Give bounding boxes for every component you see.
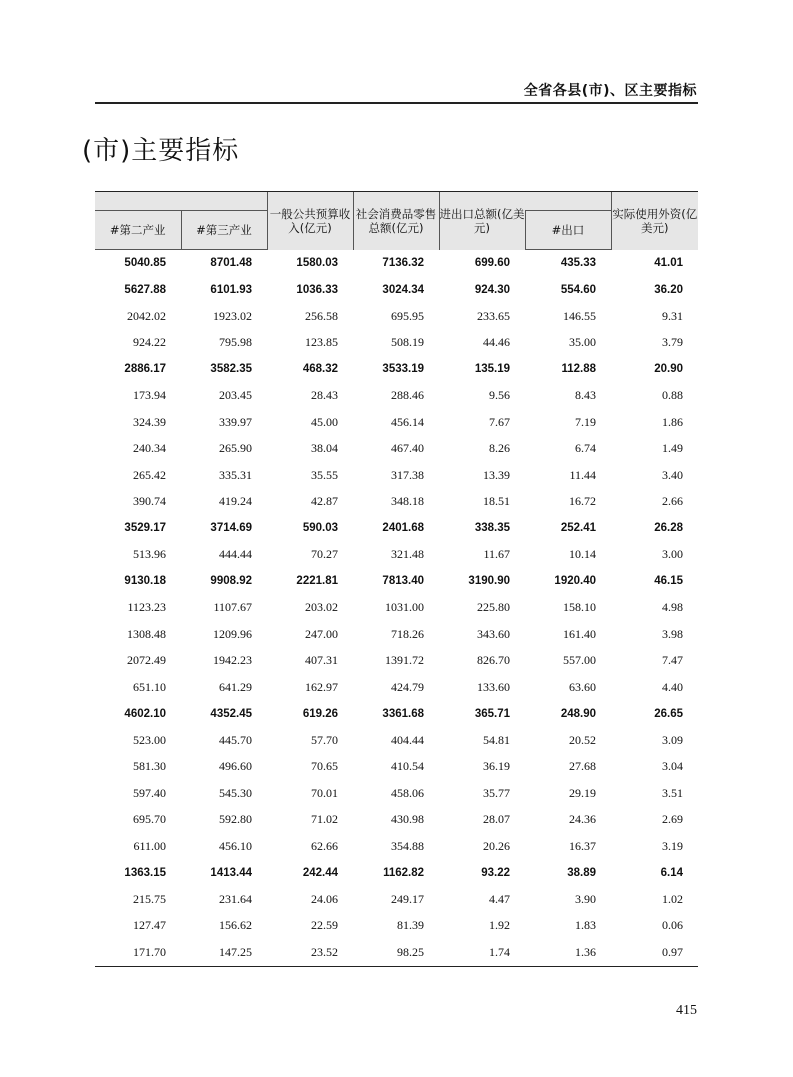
table-cell: 4352.45 [210, 707, 252, 720]
table-cell: 2221.81 [296, 575, 338, 588]
table-row [95, 568, 698, 595]
table-cell: 240.34 [133, 441, 166, 456]
table-cell: 161.40 [563, 626, 596, 641]
table-cell: 2.69 [662, 812, 683, 827]
table-cell: 9130.18 [124, 575, 166, 588]
table-row [95, 727, 698, 754]
table-cell: 0.06 [662, 918, 683, 933]
table-row [95, 701, 698, 728]
running-head-title: 全省各县(市)、区主要指标 [523, 83, 697, 99]
table-cell: 1.49 [662, 441, 683, 456]
table-cell: 3.40 [662, 467, 683, 482]
table-cell: 390.74 [133, 494, 166, 509]
header-fdi: 实际使用外资(亿美元) [611, 192, 698, 250]
table-row [95, 462, 698, 489]
table-cell: 523.00 [133, 732, 166, 747]
table-cell: 38.04 [311, 441, 338, 456]
table-cell: 46.15 [654, 575, 683, 588]
table-cell: 826.70 [477, 653, 510, 668]
table-cell: 641.29 [219, 679, 252, 694]
table-cell: 9.31 [662, 308, 683, 323]
table-cell: 335.31 [219, 467, 252, 482]
table-cell: 1.36 [525, 939, 611, 966]
table-cell: 225.80 [477, 600, 510, 615]
table-cell: 54.81 [483, 732, 510, 747]
table-cell: 435.33 [560, 257, 596, 270]
table-cell: 7.19 [575, 414, 596, 429]
table-row [95, 409, 698, 436]
table-cell: 2886.17 [124, 363, 166, 376]
table-cell: 249.17 [391, 891, 424, 906]
table-cell: 247.00 [305, 626, 338, 641]
table-cell: 7136.32 [382, 257, 424, 269]
table-cell: 508.19 [391, 335, 424, 350]
table-cell: 718.26 [391, 626, 424, 641]
table-cell: 70.27 [311, 547, 338, 562]
table-cell: 1.92 [489, 918, 510, 933]
table-cell: 430.98 [391, 812, 424, 827]
table-cell: 3.04 [662, 759, 683, 774]
table-cell: 45.00 [311, 414, 338, 429]
header-cell-empty [525, 192, 611, 211]
table-cell: 24.36 [569, 812, 596, 827]
table-cell: 171.70 [95, 939, 181, 966]
table-cell: 44.46 [483, 335, 510, 350]
table-cell: 203.45 [219, 388, 252, 403]
table-cell: 4602.10 [124, 707, 166, 720]
table-cell: 924.30 [474, 283, 510, 296]
table-cell: 27.68 [569, 759, 596, 774]
header-secondary-industry: #第二产业 [95, 211, 181, 250]
table-cell: 215.75 [133, 891, 166, 906]
table-cell: 5040.85 [124, 257, 166, 270]
table-cell: 11.44 [569, 467, 596, 482]
table-cell: 3024.34 [382, 283, 424, 296]
table-row [95, 542, 698, 569]
table-row [95, 860, 698, 887]
table-cell: 248.90 [560, 707, 596, 720]
table-cell: 619.26 [302, 707, 338, 720]
header-exports: #出口 [525, 211, 611, 250]
table-cell: 699.60 [474, 257, 510, 269]
table-cell: 16.37 [569, 838, 596, 853]
table-row [95, 330, 698, 357]
header-trade-total: 进出口总额(亿美元) [439, 192, 525, 250]
table-cell: 265.90 [219, 441, 252, 456]
table-cell: 5627.88 [124, 283, 166, 296]
table-cell: 1920.40 [554, 575, 596, 588]
table-cell: 1580.03 [296, 257, 338, 269]
table-cell: 4.40 [662, 679, 683, 694]
table-cell: 28.43 [311, 388, 338, 403]
table-cell: 1031.00 [385, 600, 424, 615]
table-row [95, 833, 698, 860]
table-cell: 3529.17 [124, 522, 166, 535]
table-row [95, 754, 698, 781]
table-cell: 1036.33 [296, 283, 338, 296]
table-cell: 0.88 [662, 388, 683, 403]
table-cell: 6.14 [660, 866, 683, 879]
table-cell: 1162.82 [383, 866, 424, 879]
table-cell: 2072.49 [127, 653, 166, 668]
table-cell: 38.89 [567, 866, 596, 879]
table-cell: 42.87 [311, 494, 338, 509]
table-row [95, 886, 698, 913]
table-cell: 0.97 [611, 939, 698, 966]
table-cell: 6.74 [575, 441, 596, 456]
table-row [95, 807, 698, 834]
table-cell: 3.51 [662, 785, 683, 800]
table-row [95, 913, 698, 940]
table-cell: 3.98 [662, 626, 683, 641]
table-cell: 26.65 [654, 707, 683, 720]
table-cell: 597.40 [133, 785, 166, 800]
table-row [95, 303, 698, 330]
table-cell: 252.41 [560, 522, 596, 535]
table-cell: 26.28 [654, 522, 683, 535]
table-cell: 3582.35 [210, 363, 252, 376]
table-cell: 156.62 [219, 918, 252, 933]
table-cell: 4.47 [489, 891, 510, 906]
table-cell: 1107.67 [213, 600, 252, 615]
table-cell: 16.72 [569, 494, 596, 509]
table-row [95, 515, 698, 542]
table-cell: 135.19 [474, 363, 510, 376]
table-cell: 557.00 [563, 653, 596, 668]
table-cell: 9.56 [489, 388, 510, 403]
table-cell: 354.88 [391, 838, 424, 853]
table-row [95, 436, 698, 463]
table-cell: 458.06 [391, 785, 424, 800]
table-cell: 795.98 [219, 335, 252, 350]
table-cell: 242.44 [302, 866, 338, 879]
table-cell: 70.01 [311, 785, 338, 800]
table-cell: 8.26 [489, 441, 510, 456]
table-cell: 651.10 [133, 679, 166, 694]
table-cell: 444.44 [219, 547, 252, 562]
table-cell: 63.60 [569, 679, 596, 694]
table-cell: 456.10 [219, 838, 252, 853]
table-header [95, 192, 698, 250]
table-row [95, 489, 698, 516]
table-cell: 7813.40 [382, 575, 424, 588]
table-cell: 924.22 [133, 335, 166, 350]
table-cell: 23.52 [267, 939, 353, 966]
table-cell: 3190.90 [468, 575, 510, 588]
page-number: 415 [676, 1003, 697, 1018]
table-cell: 2401.68 [382, 522, 424, 535]
page-title: (市)主要指标 [82, 136, 240, 166]
table-cell: 203.02 [305, 600, 338, 615]
table-cell: 590.03 [302, 522, 338, 535]
table-cell: 317.38 [391, 467, 424, 482]
table-cell: 695.95 [391, 308, 424, 323]
table-cell: 338.35 [474, 522, 510, 535]
table-cell: 133.60 [477, 679, 510, 694]
table-cell: 1.83 [575, 918, 596, 933]
table-cell: 1363.15 [124, 866, 166, 879]
table-cell: 365.71 [474, 707, 510, 720]
table-cell: 7.47 [662, 653, 683, 668]
header-cell-empty [95, 192, 181, 211]
table-cell: 1391.72 [385, 653, 424, 668]
table-cell: 611.00 [133, 838, 166, 853]
table-cell: 288.46 [391, 388, 424, 403]
header-retail-sales: 社会消费品零售总额(亿元) [353, 192, 439, 250]
table-cell: 496.60 [219, 759, 252, 774]
table-cell: 265.42 [133, 467, 166, 482]
table-cell: 343.60 [477, 626, 510, 641]
table-cell: 8.43 [575, 388, 596, 403]
table-cell: 407.31 [305, 653, 338, 668]
table-cell: 20.26 [483, 838, 510, 853]
table-cell: 256.58 [305, 308, 338, 323]
header-rule [95, 102, 698, 104]
table-cell: 4.98 [662, 600, 683, 615]
table-body [95, 250, 698, 967]
table-cell: 2042.02 [127, 308, 166, 323]
table-cell: 324.39 [133, 414, 166, 429]
table-cell: 13.39 [483, 467, 510, 482]
table-cell: 3361.68 [382, 707, 424, 720]
header-budget-revenue: 一般公共预算收入(亿元) [267, 192, 353, 250]
header-tertiary-industry: #第三产业 [181, 211, 267, 250]
table-cell: 348.18 [391, 494, 424, 509]
table-cell: 231.64 [219, 891, 252, 906]
table-cell: 1308.48 [127, 626, 166, 641]
table-cell: 98.25 [353, 939, 439, 966]
table-cell: 1923.02 [213, 308, 252, 323]
table-cell: 404.44 [391, 732, 424, 747]
table-cell: 424.79 [391, 679, 424, 694]
table-row [95, 621, 698, 648]
table-cell: 513.96 [133, 547, 166, 562]
table-cell: 6101.93 [210, 283, 252, 296]
table-cell: 70.65 [311, 759, 338, 774]
table-cell: 28.07 [483, 812, 510, 827]
indicators-table [95, 191, 698, 967]
table-cell: 9908.92 [210, 575, 252, 588]
table-cell: 36.20 [654, 283, 683, 296]
table-cell: 29.19 [569, 785, 596, 800]
table-row [95, 383, 698, 410]
table-cell: 1.74 [439, 939, 525, 966]
table-cell: 3533.19 [382, 363, 424, 376]
table-cell: 57.70 [311, 732, 338, 747]
table-row [95, 780, 698, 807]
table-cell: 1.02 [662, 891, 683, 906]
table-cell: 445.70 [219, 732, 252, 747]
table-cell: 467.40 [391, 441, 424, 456]
table-row [95, 595, 698, 622]
table-cell: 158.10 [563, 600, 596, 615]
table-row [95, 939, 698, 966]
table-cell: 468.32 [302, 363, 338, 376]
table-cell: 410.54 [391, 759, 424, 774]
table-cell: 339.97 [219, 414, 252, 429]
table-cell: 3.90 [575, 891, 596, 906]
table-cell: 162.97 [305, 679, 338, 694]
table-row [95, 648, 698, 675]
table-cell: 1209.96 [213, 626, 252, 641]
table-cell: 173.94 [133, 388, 166, 403]
table-cell: 20.52 [569, 732, 596, 747]
table-cell: 112.88 [561, 363, 596, 376]
table-cell: 127.47 [133, 918, 166, 933]
table-cell: 2.66 [662, 494, 683, 509]
table-cell: 35.77 [483, 785, 510, 800]
table-row [95, 250, 698, 277]
header-cell-empty [181, 192, 267, 211]
table-cell: 3.09 [662, 732, 683, 747]
table-row [95, 356, 698, 383]
table-cell: 1413.44 [210, 866, 252, 879]
table-cell: 3.00 [662, 547, 683, 562]
table-cell: 81.39 [397, 918, 424, 933]
table-cell: 7.67 [489, 414, 510, 429]
table-cell: 1.86 [662, 414, 683, 429]
table-cell: 581.30 [133, 759, 166, 774]
table-cell: 554.60 [560, 283, 596, 296]
table-cell: 3714.69 [210, 522, 252, 535]
table-cell: 3.19 [662, 838, 683, 853]
table-cell: 93.22 [481, 866, 510, 879]
table-cell: 123.85 [305, 335, 338, 350]
table-cell: 146.55 [563, 308, 596, 323]
table-row [95, 277, 698, 304]
table-cell: 62.66 [311, 838, 338, 853]
table-cell: 35.55 [311, 467, 338, 482]
table-cell: 24.06 [311, 891, 338, 906]
table-cell: 8701.48 [210, 257, 252, 270]
table-cell: 3.79 [662, 335, 683, 350]
table-cell: 147.25 [181, 939, 267, 966]
table-cell: 695.70 [133, 812, 166, 827]
table-cell: 36.19 [483, 759, 510, 774]
table-cell: 545.30 [219, 785, 252, 800]
table-cell: 1123.23 [127, 600, 166, 615]
table-cell: 22.59 [311, 918, 338, 933]
table-row [95, 674, 698, 701]
table-cell: 321.48 [391, 547, 424, 562]
table-cell: 592.80 [219, 812, 252, 827]
table-cell: 233.65 [477, 308, 510, 323]
table-cell: 41.01 [654, 257, 683, 269]
table-cell: 71.02 [311, 812, 338, 827]
table-cell: 18.51 [483, 494, 510, 509]
table-cell: 419.24 [219, 494, 252, 509]
table-cell: 10.14 [569, 547, 596, 562]
table-cell: 1942.23 [213, 653, 252, 668]
table-cell: 20.90 [654, 363, 683, 376]
table-cell: 35.00 [569, 335, 596, 350]
table-cell: 456.14 [391, 414, 424, 429]
table-cell: 11.67 [483, 547, 510, 562]
